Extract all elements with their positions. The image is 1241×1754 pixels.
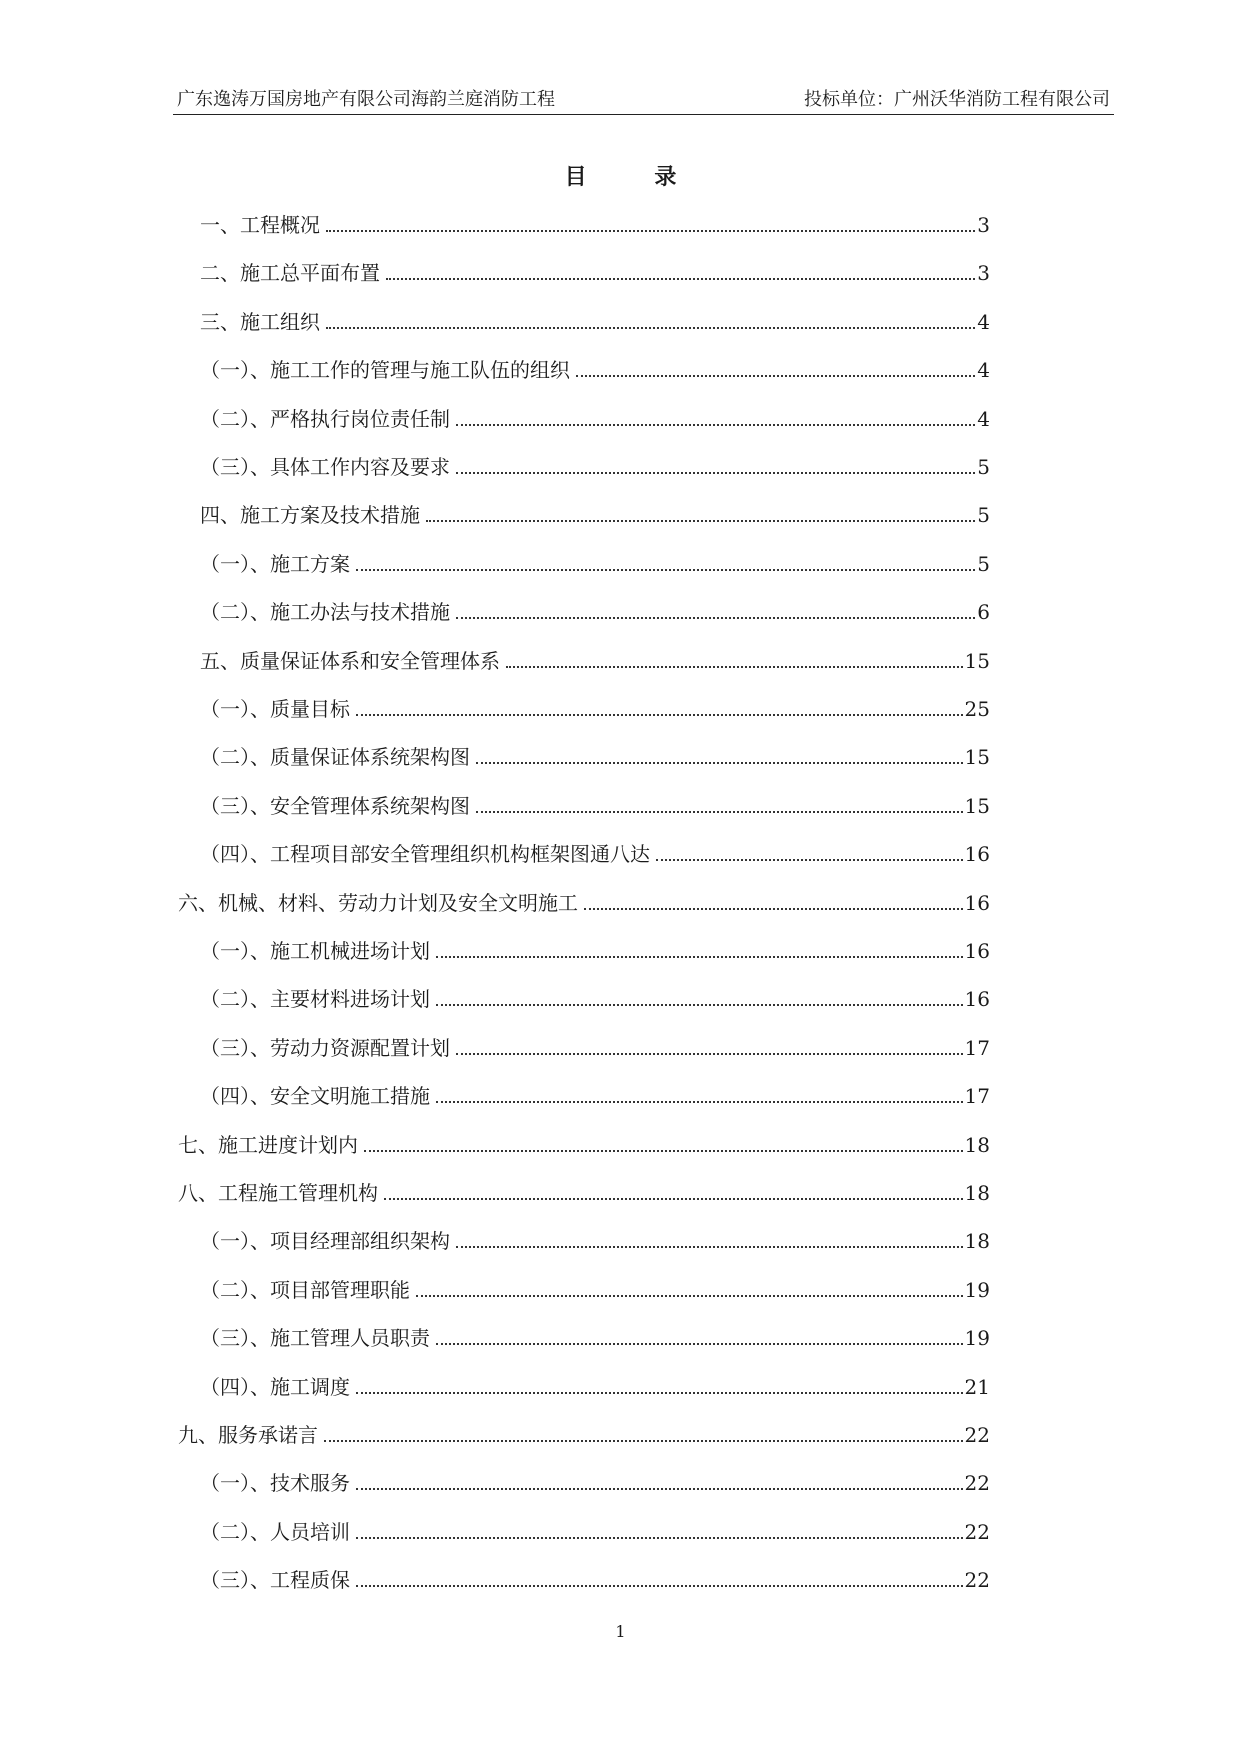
toc-entry-label: 一、工程概况 — [200, 213, 320, 237]
toc-entry-page: 21 — [964, 1374, 990, 1399]
toc-entry[interactable] — [200, 350, 990, 384]
toc-entry-page: 17 — [964, 1084, 990, 1109]
toc-entry[interactable] — [200, 544, 990, 578]
toc-leader-dots — [426, 520, 975, 522]
page-number: 1 — [615, 1622, 626, 1641]
toc-entry-label: （四）、安全文明施工措施 — [200, 1084, 430, 1109]
toc-leader-dots — [326, 327, 975, 329]
toc-entry-page: 16 — [964, 939, 990, 963]
toc-entry[interactable] — [200, 1028, 990, 1062]
toc-entry[interactable] — [200, 1367, 990, 1401]
toc-entry[interactable] — [200, 399, 990, 433]
toc-entry-label: 八、工程施工管理机构 — [178, 1181, 378, 1205]
toc-entry-label: （三）、施工管理人员职责 — [200, 1326, 430, 1351]
toc-leader-dots — [656, 859, 963, 861]
toc-entry-page: 22 — [964, 1519, 990, 1544]
toc-entry-label: （二）、施工办法与技术措施 — [200, 600, 450, 625]
toc-entry[interactable] — [200, 302, 990, 336]
toc-entry-page: 5 — [977, 551, 990, 576]
toc-entry-label: （四）、工程项目部安全管理组织机构框架图通八达 — [200, 842, 650, 867]
toc-entry-page: 22 — [964, 1568, 990, 1593]
toc-entry-page: 16 — [964, 890, 990, 915]
toc-entry[interactable] — [200, 205, 990, 239]
toc-entry-label: 七、施工进度计划内 — [178, 1132, 358, 1157]
toc-leader-dots — [356, 1392, 963, 1394]
toc-entry-page: 4 — [977, 358, 990, 383]
toc-leader-dots — [584, 908, 963, 910]
toc-entry-page: 18 — [964, 1229, 990, 1254]
toc-entry-page: 15 — [964, 648, 990, 673]
toc-entry[interactable] — [200, 834, 990, 868]
toc-leader-dots — [364, 1150, 963, 1152]
toc-entry-label: （二）、质量保证体系统架构图 — [200, 745, 470, 770]
toc-entry-label: 九、服务承诺言 — [178, 1423, 318, 1447]
toc-entry-label: （二）、主要材料进场计划 — [200, 987, 430, 1012]
toc-entry[interactable] — [200, 1512, 990, 1546]
header-bidder: 投标单位：广州沃华消防工程有限公司 — [804, 89, 1110, 110]
toc-leader-dots — [384, 1198, 963, 1200]
toc-leader-dots — [356, 1488, 963, 1490]
toc-entry[interactable] — [200, 1463, 990, 1497]
toc-entry-label: 五、质量保证体系和安全管理体系 — [200, 648, 500, 673]
toc-entry-label: （三）、具体工作内容及要求 — [200, 455, 450, 479]
toc-leader-dots — [436, 1343, 963, 1345]
toc-entry-page: 17 — [964, 1035, 990, 1060]
toc-entry-label: （一）、项目经理部组织架构 — [200, 1229, 450, 1254]
toc-leader-dots — [356, 714, 963, 716]
toc-entry-label: 二、施工总平面布置 — [200, 261, 380, 286]
toc-leader-dots — [476, 811, 963, 813]
toc-entry-page: 6 — [977, 600, 990, 625]
toc-entry-label: 四、施工方案及技术措施 — [200, 503, 420, 528]
toc-entry[interactable] — [200, 1221, 990, 1255]
toc-leader-dots — [326, 230, 975, 232]
toc-entry-page: 4 — [977, 309, 990, 334]
toc-leader-dots — [576, 375, 975, 377]
toc-leader-dots — [456, 1053, 963, 1055]
toc-entry-page: 4 — [977, 406, 990, 431]
toc-entry[interactable] — [200, 495, 990, 529]
toc-entry-page: 3 — [977, 261, 990, 286]
toc-entry-page: 16 — [964, 842, 990, 867]
toc-entry-label: （三）、安全管理体系统架构图 — [200, 793, 470, 818]
toc-entry-label: （二）、严格执行岗位责任制 — [200, 406, 450, 431]
toc-entry-label: （一）、施工工作的管理与施工队伍的组织 — [200, 358, 570, 383]
toc-entry-page: 15 — [964, 793, 990, 818]
toc-entry[interactable] — [200, 786, 990, 820]
toc-leader-dots — [456, 1246, 963, 1248]
toc-leader-dots — [356, 569, 975, 571]
toc-entry[interactable] — [200, 641, 990, 675]
toc-entry[interactable] — [200, 1076, 990, 1110]
toc-leader-dots — [324, 1440, 963, 1442]
toc-entry[interactable] — [200, 689, 990, 723]
toc-entry[interactable] — [200, 1270, 990, 1304]
toc-entry[interactable] — [200, 447, 990, 481]
toc-entry-page: 5 — [977, 503, 990, 528]
toc-entry-label: （三）、劳动力资源配置计划 — [200, 1035, 450, 1060]
toc-entry-page: 18 — [964, 1181, 990, 1205]
toc-entry-page: 19 — [964, 1277, 990, 1302]
toc-entry-page: 22 — [964, 1471, 990, 1496]
toc-entry[interactable] — [200, 979, 990, 1013]
toc-entry[interactable] — [178, 883, 990, 917]
toc-entry-label: （一）、施工方案 — [200, 551, 350, 576]
toc-entry[interactable] — [178, 1415, 990, 1449]
toc-entry[interactable] — [178, 1173, 990, 1207]
header-project-name: 广东逸涛万国房地产有限公司海韵兰庭消防工程 — [177, 89, 555, 110]
page-header — [173, 86, 1114, 115]
toc-leader-dots — [456, 617, 975, 619]
toc-entry[interactable] — [200, 1560, 990, 1594]
toc-leader-dots — [386, 278, 975, 280]
toc-entry-page: 5 — [977, 455, 990, 479]
toc-leader-dots — [456, 472, 975, 474]
toc-leader-dots — [436, 956, 963, 958]
toc-leader-dots — [356, 1585, 963, 1587]
toc-leader-dots — [356, 1537, 963, 1539]
toc-entry-page: 18 — [964, 1132, 990, 1157]
toc-entry-page: 25 — [964, 697, 990, 721]
toc-entry-page: 15 — [964, 745, 990, 770]
toc-entry-page: 22 — [964, 1423, 990, 1447]
toc-entry-label: 六、机械、材料、劳动力计划及安全文明施工 — [178, 890, 578, 915]
toc-leader-dots — [436, 1101, 963, 1103]
toc-entry-label: （一）、施工机械进场计划 — [200, 939, 430, 963]
toc-entry[interactable] — [200, 592, 990, 626]
toc-title: 目 录 — [564, 164, 707, 190]
toc-entry-label: （一）、技术服务 — [200, 1471, 350, 1496]
toc-entry-label: （二）、人员培训 — [200, 1519, 350, 1544]
toc-leader-dots — [456, 424, 975, 426]
toc-entry-label: （一）、质量目标 — [200, 697, 350, 721]
toc-entry[interactable] — [200, 737, 990, 771]
toc-entry[interactable] — [200, 1318, 990, 1352]
toc-leader-dots — [476, 762, 963, 764]
toc-entry-label: （三）、工程质保 — [200, 1568, 350, 1593]
toc-leader-dots — [506, 666, 963, 668]
toc-entry-page: 16 — [964, 987, 990, 1012]
toc-entry[interactable] — [200, 253, 990, 287]
toc-entry-label: 三、施工组织 — [200, 309, 320, 334]
toc-entry[interactable] — [178, 1125, 990, 1159]
toc-entry[interactable] — [200, 931, 990, 965]
toc-leader-dots — [436, 1004, 963, 1006]
toc-leader-dots — [416, 1295, 963, 1297]
toc-entry-page: 3 — [977, 213, 990, 237]
toc-entry-label: （四）、施工调度 — [200, 1374, 350, 1399]
toc-entry-label: （二）、项目部管理职能 — [200, 1277, 410, 1302]
toc-entry-page: 19 — [964, 1326, 990, 1351]
